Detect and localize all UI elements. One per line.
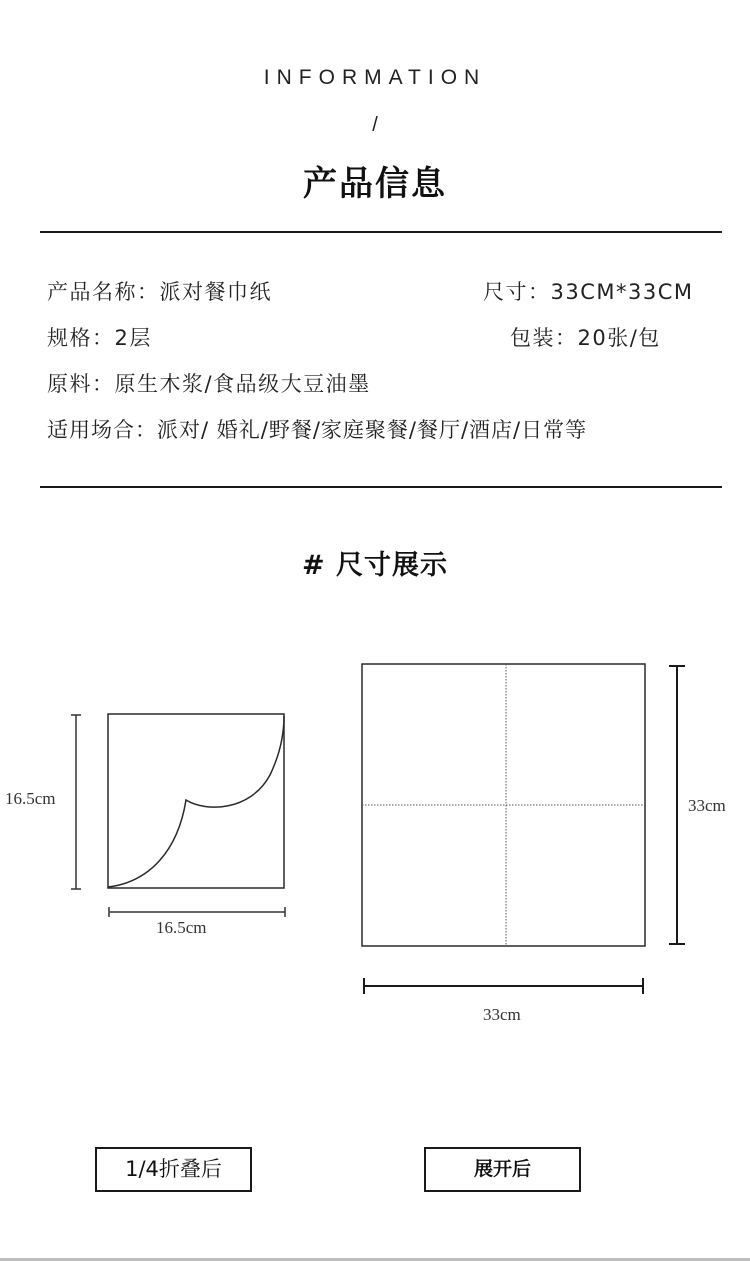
folded-napkin-outline <box>108 714 284 888</box>
page-title: 产品信息 <box>303 164 447 204</box>
size-text: 尺寸：33CM*33CM <box>483 280 694 304</box>
unfolded-napkin-diagram <box>362 664 685 994</box>
heading-separator: / <box>372 114 378 136</box>
folded-caption: 1/4折叠后 <box>125 1157 222 1181</box>
unfolded-caption-box <box>424 1147 581 1192</box>
product-name-text: 产品名称：派对餐巾纸 <box>47 280 272 304</box>
package-text: 包装：20张/包 <box>510 326 661 350</box>
unfolded-width-label: 33cm <box>483 1005 521 1024</box>
folded-width-label: 16.5cm <box>156 918 207 937</box>
english-heading: INFORMATION <box>263 66 487 89</box>
material-text: 原料：原生木浆/食品级大豆油墨 <box>47 372 371 396</box>
folded-napkin-diagram <box>71 714 285 917</box>
spec-text: 规格：2层 <box>47 326 152 350</box>
usage-text: 适用场合：派对/ 婚礼/野餐/家庭聚餐/餐厅/酒店/日常等 <box>47 418 588 442</box>
section-title: # 尺寸展示 <box>301 550 449 581</box>
folded-height-label: 16.5cm <box>5 789 56 808</box>
unfolded-caption: 展开后 <box>473 1158 531 1180</box>
unfolded-height-label: 33cm <box>688 796 726 815</box>
folded-napkin-curve <box>108 716 284 887</box>
folded-caption-box <box>95 1147 252 1192</box>
